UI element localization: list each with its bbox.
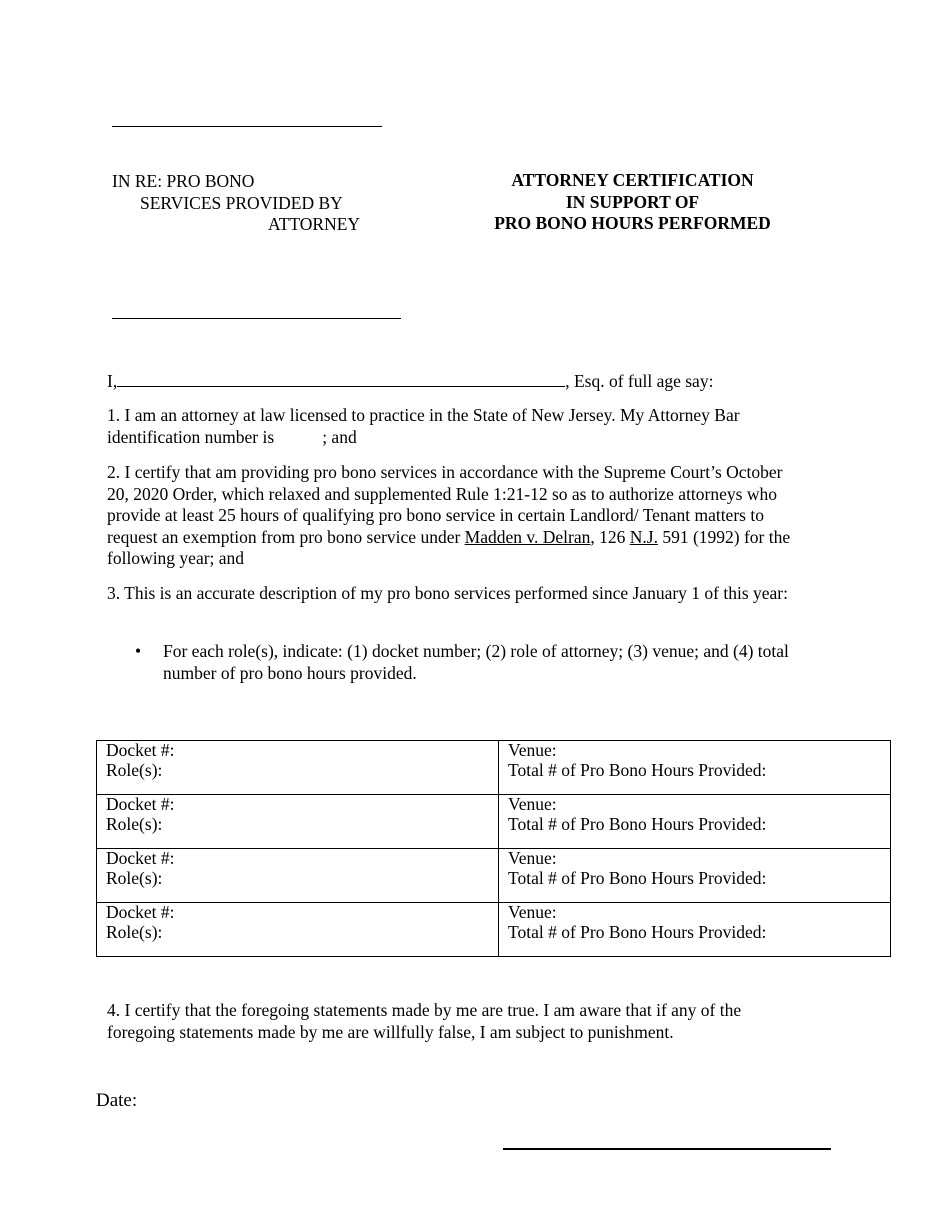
venue-label: Venue: bbox=[508, 848, 557, 868]
docket-role-cell[interactable] bbox=[97, 903, 499, 957]
paragraph-4: 4. I certify that the foregoing statements made by me are true. I am aware that if any of the foregoing statements made by me are willfully false, I am subject to punishment. bbox=[107, 1000, 742, 1042]
table-row bbox=[97, 903, 891, 957]
venue-label: Venue: bbox=[508, 740, 557, 760]
attorney-name-blank[interactable] bbox=[117, 370, 565, 387]
venue-hours-cell[interactable] bbox=[499, 795, 891, 849]
date-label: Date: bbox=[96, 1090, 138, 1111]
docket-label: Docket #: bbox=[106, 848, 175, 868]
caption-top-rule bbox=[112, 126, 382, 127]
document-title bbox=[480, 170, 785, 235]
docket-role-cell[interactable] bbox=[97, 849, 499, 903]
bullet-icon: • bbox=[135, 641, 142, 661]
p2-text: 2. I certify that am providing pro bono services in accordance with the Supreme Court’s October 20, 2020 Order, which relaxed and supplemented Rule 1:21-12 so as to authorize attorneys who provide at least 25 hours of qualifying pro bono service in certain Landlord/ Tenant matters to request an exemption from pro bono service under bbox=[107, 462, 783, 547]
hours-label: Total # of Pro Bono Hours Provided: bbox=[508, 867, 767, 888]
paragraph-1 bbox=[107, 405, 799, 448]
venue-hours-cell[interactable] bbox=[499, 741, 891, 795]
table-row bbox=[97, 849, 891, 903]
venue-label: Venue: bbox=[508, 902, 557, 922]
p1-after: ; and bbox=[322, 426, 357, 447]
hours-label: Total # of Pro Bono Hours Provided: bbox=[508, 759, 767, 780]
venue-hours-cell[interactable] bbox=[499, 849, 891, 903]
role-label: Role(s): bbox=[106, 759, 163, 780]
p2-case-name: Madden v. Delran bbox=[464, 526, 591, 547]
role-label: Role(s): bbox=[106, 867, 163, 888]
caption-left-line3: ATTORNEY bbox=[268, 214, 361, 234]
role-label: Role(s): bbox=[106, 813, 163, 834]
table-row bbox=[97, 795, 891, 849]
signature-line[interactable] bbox=[503, 1148, 831, 1150]
hours-label: Total # of Pro Bono Hours Provided: bbox=[508, 813, 767, 834]
caption-bottom-rule bbox=[112, 318, 401, 319]
paragraph-3: 3. This is an accurate description of my pro bono services performed since January 1 of this year: bbox=[107, 583, 788, 603]
title-line3: PRO BONO HOURS PERFORMED bbox=[494, 213, 771, 233]
pro-bono-roles-table bbox=[96, 740, 891, 957]
intro-suffix: , Esq. of full age say: bbox=[565, 371, 714, 391]
role-label: Role(s): bbox=[106, 921, 163, 942]
title-line1: ATTORNEY CERTIFICATION bbox=[511, 170, 754, 190]
p2-reporter: N.J. bbox=[629, 526, 658, 547]
docket-label: Docket #: bbox=[106, 794, 175, 814]
title-line2: IN SUPPORT OF bbox=[565, 191, 700, 212]
venue-label: Venue: bbox=[508, 794, 557, 814]
p2-middle: , 126 bbox=[590, 526, 626, 547]
caption-left-line1: IN RE: PRO BONO bbox=[112, 171, 255, 191]
bullet-text: For each role(s), indicate: (1) docket number; (2) role of attorney; (3) venue; and (4) total number of pro bono hours provided. bbox=[163, 641, 789, 683]
hours-label: Total # of Pro Bono Hours Provided: bbox=[508, 921, 767, 942]
intro-line bbox=[107, 370, 713, 393]
p2-after: 591 (1992) for the following year; and bbox=[107, 526, 791, 568]
paragraph-2 bbox=[107, 462, 799, 570]
docket-label: Docket #: bbox=[106, 740, 175, 760]
caption-left bbox=[112, 171, 372, 236]
table-row bbox=[97, 741, 891, 795]
p1-text: 1. I am an attorney at law licensed to practice in the State of New Jersey. My Attorney Bar identification number is bbox=[107, 405, 740, 447]
docket-role-cell[interactable] bbox=[97, 795, 499, 849]
caption-left-line2: SERVICES PROVIDED BY bbox=[140, 192, 343, 213]
venue-hours-cell[interactable] bbox=[499, 903, 891, 957]
docket-role-cell[interactable] bbox=[97, 741, 499, 795]
docket-label: Docket #: bbox=[106, 902, 175, 922]
intro-prefix: I, bbox=[107, 371, 118, 391]
